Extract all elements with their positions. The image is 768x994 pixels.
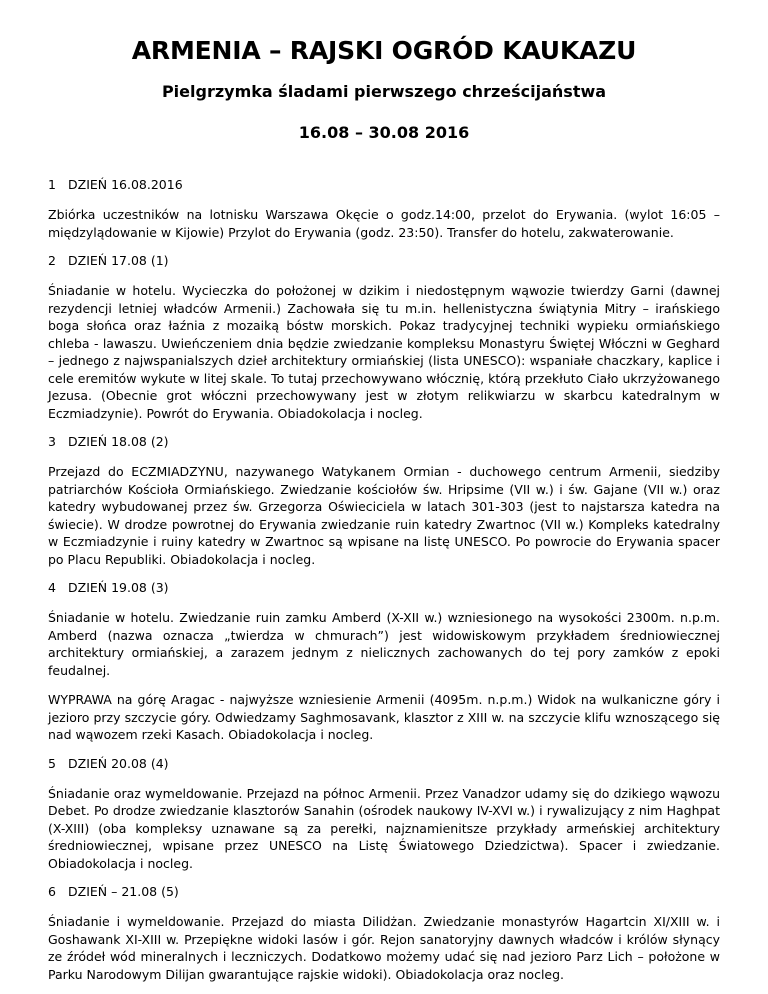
- day-paragraph: Śniadanie w hotelu. Zwiedzanie ruin zamku Amberd (X-XII w.) wzniesionego na wysokości 2300m. n.p.m. Amberd (nazwa oznacza „twierdza w chmurach”) jest widowiskowym przykładem średniowiecznej architektury ormiańskiej, a zarazem jednym z nielicznych zachowanych do tej pory zamków z epoki feudalnej.: [48, 610, 720, 678]
- day-heading: [48, 253, 720, 269]
- day-section: [48, 177, 720, 241]
- itinerary: [48, 177, 720, 983]
- day-section: [48, 580, 720, 744]
- day-heading-label: DZIEŃ 17.08 (1): [68, 253, 169, 268]
- day-section: [48, 434, 720, 568]
- day-paragraph: Zbiórka uczestników na lotnisku Warszawa Okęcie o godz.14:00, przelot do Erywania. (wylot 16:05 – międzylądowanie w Kijowie) Przylot do Erywania (godz. 23:50). Transfer do hotelu, zakwaterowanie.: [48, 207, 720, 240]
- day-paragraph: Śniadanie w hotelu. Wycieczka do położonej w dzikim i niedostępnym wąwozie twierdzy Garni (dawnej rezydencji letniej władców Armenii.) Zachowała się tu m.in. hellenistyczna świątynia Mitry – irańskiego boga słońca oraz łaźnia z mozaiką bóstw morskich. Pokaz tradycyjnej techniki wypieku ormiańskiego chleba - lawaszu. Uwieńczeniem dnia będzie zwiedzanie kompleksu Monastyru Świętej Włóczni w Geghard – jednego z najwspanialszych dzieł architektury ormiańskiej (lista UNESCO): wspaniałe chaczkary, kaplice i cele eremitów wykute w litej skale. To tutaj przechowywano włócznię, którą przekłuto Ciało ukrzyżowanego Jezusa. (Obecnie grot włóczni przechowywany jest w złotym relikwiarzu w skarbcu katedralnym w Eczmiadzynie). Powrót do Erywania. Obiadokolacja i nocleg.: [48, 283, 720, 421]
- day-heading-label: DZIEŃ 20.08 (4): [68, 755, 169, 771]
- day-heading: [48, 434, 720, 450]
- day-heading: [48, 756, 720, 772]
- day-paragraph: WYPRAWA na górę Aragac - najwyższe wzniesienie Armenii (4095m. n.p.m.) Widok na wulkaniczne góry i jezioro przy szczycie góry. Odwiedzamy Saghmosavank, klasztor z XIII w. na szczycie klifu wznoszącego się nad wąwozem rzeki Kasach. Obiadokolacja i nocleg.: [48, 692, 720, 742]
- day-section: [48, 884, 720, 983]
- day-section: [48, 756, 720, 873]
- document-subtitle: Pielgrzymka śladami pierwszego chrześcijaństwa: [161, 82, 607, 101]
- day-heading: [48, 177, 720, 193]
- day-number: 1: [48, 177, 56, 192]
- day-paragraph: Śniadanie oraz wymeldowanie. Przejazd na północ Armenii. Przez Vanadzor udamy się do dzikiego wąwozu Debet. Po drodze zwiedzanie klasztorów Sanahin (ośrodek naukowy IV-XVI w.) i rywalizujący z nim Haghpat (X-XIII) (oba kompleksy uznawane są za perełki, najznamienitsze przykłady armeńskiej architektury średniowiecznej, wpisane przez UNESCO na Listę Światowego Dziedzictwa). Spacer i zwiedzanie. Obiadokolacja i nocleg.: [48, 785, 720, 871]
- day-number: 6: [48, 884, 56, 899]
- day-number: 4: [48, 580, 56, 595]
- day-heading: [48, 580, 720, 596]
- day-number: 3: [48, 434, 56, 449]
- document-title: ARMENIA – RAJSKI OGRÓD KAUKAZU: [131, 36, 637, 65]
- day-paragraph: Przejazd do ECZMIADZYNU, nazywanego Watykanem Ormian - duchowego centrum Armenii, siedziby patriarchów Kościoła Ormiańskiego. Zwiedzanie kościołów św. Hripsime (VII w.) i św. Gajane (VII w.) oraz katedry wybudowanej przez św. Grzegorza Oświeciciela w latach 301-303 (jest to najstarsza katedra na świecie). W drodze powrotnej do Erywania zwiedzanie ruin katedry Zwartnoc (VII w.) Kompleks katedralny w Eczmiadzynie i ruiny katedry w Zwartnoc są wpisane na listę UNESCO. Po powrocie do Erywania spacer po Placu Republiki. Obiadokolacja i nocleg.: [48, 464, 720, 567]
- day-heading-label: DZIEŃ 18.08 (2): [68, 434, 169, 449]
- day-number: 5: [48, 755, 56, 771]
- day-paragraph: Śniadanie i wymeldowanie. Przejazd do miasta Dilidżan. Zwiedzanie monastyrów Hagartcin XI/XIII w. i Goshawank XI-XIII w. Przepiękne widoki lasów i gór. Rejon sanatoryjny dawnych władców i królów słynący ze źródeł wód mineralnych i leczniczych. Dodatkowo możemy udać się nad jezioro Parz Lich – położone w Parku Narodowym Dilijan gwarantujące rajskie widoki). Obiadokolacja oraz nocleg.: [48, 914, 720, 982]
- day-heading-label: DZIEŃ – 21.08 (5): [68, 884, 179, 899]
- trip-dates: 16.08 – 30.08 2016: [298, 123, 470, 142]
- day-section: [48, 253, 720, 422]
- day-heading: [48, 884, 720, 900]
- day-heading-label: DZIEŃ 19.08 (3): [68, 580, 169, 595]
- day-number: 2: [48, 253, 56, 268]
- day-heading-label: DZIEŃ 16.08.2016: [68, 177, 183, 192]
